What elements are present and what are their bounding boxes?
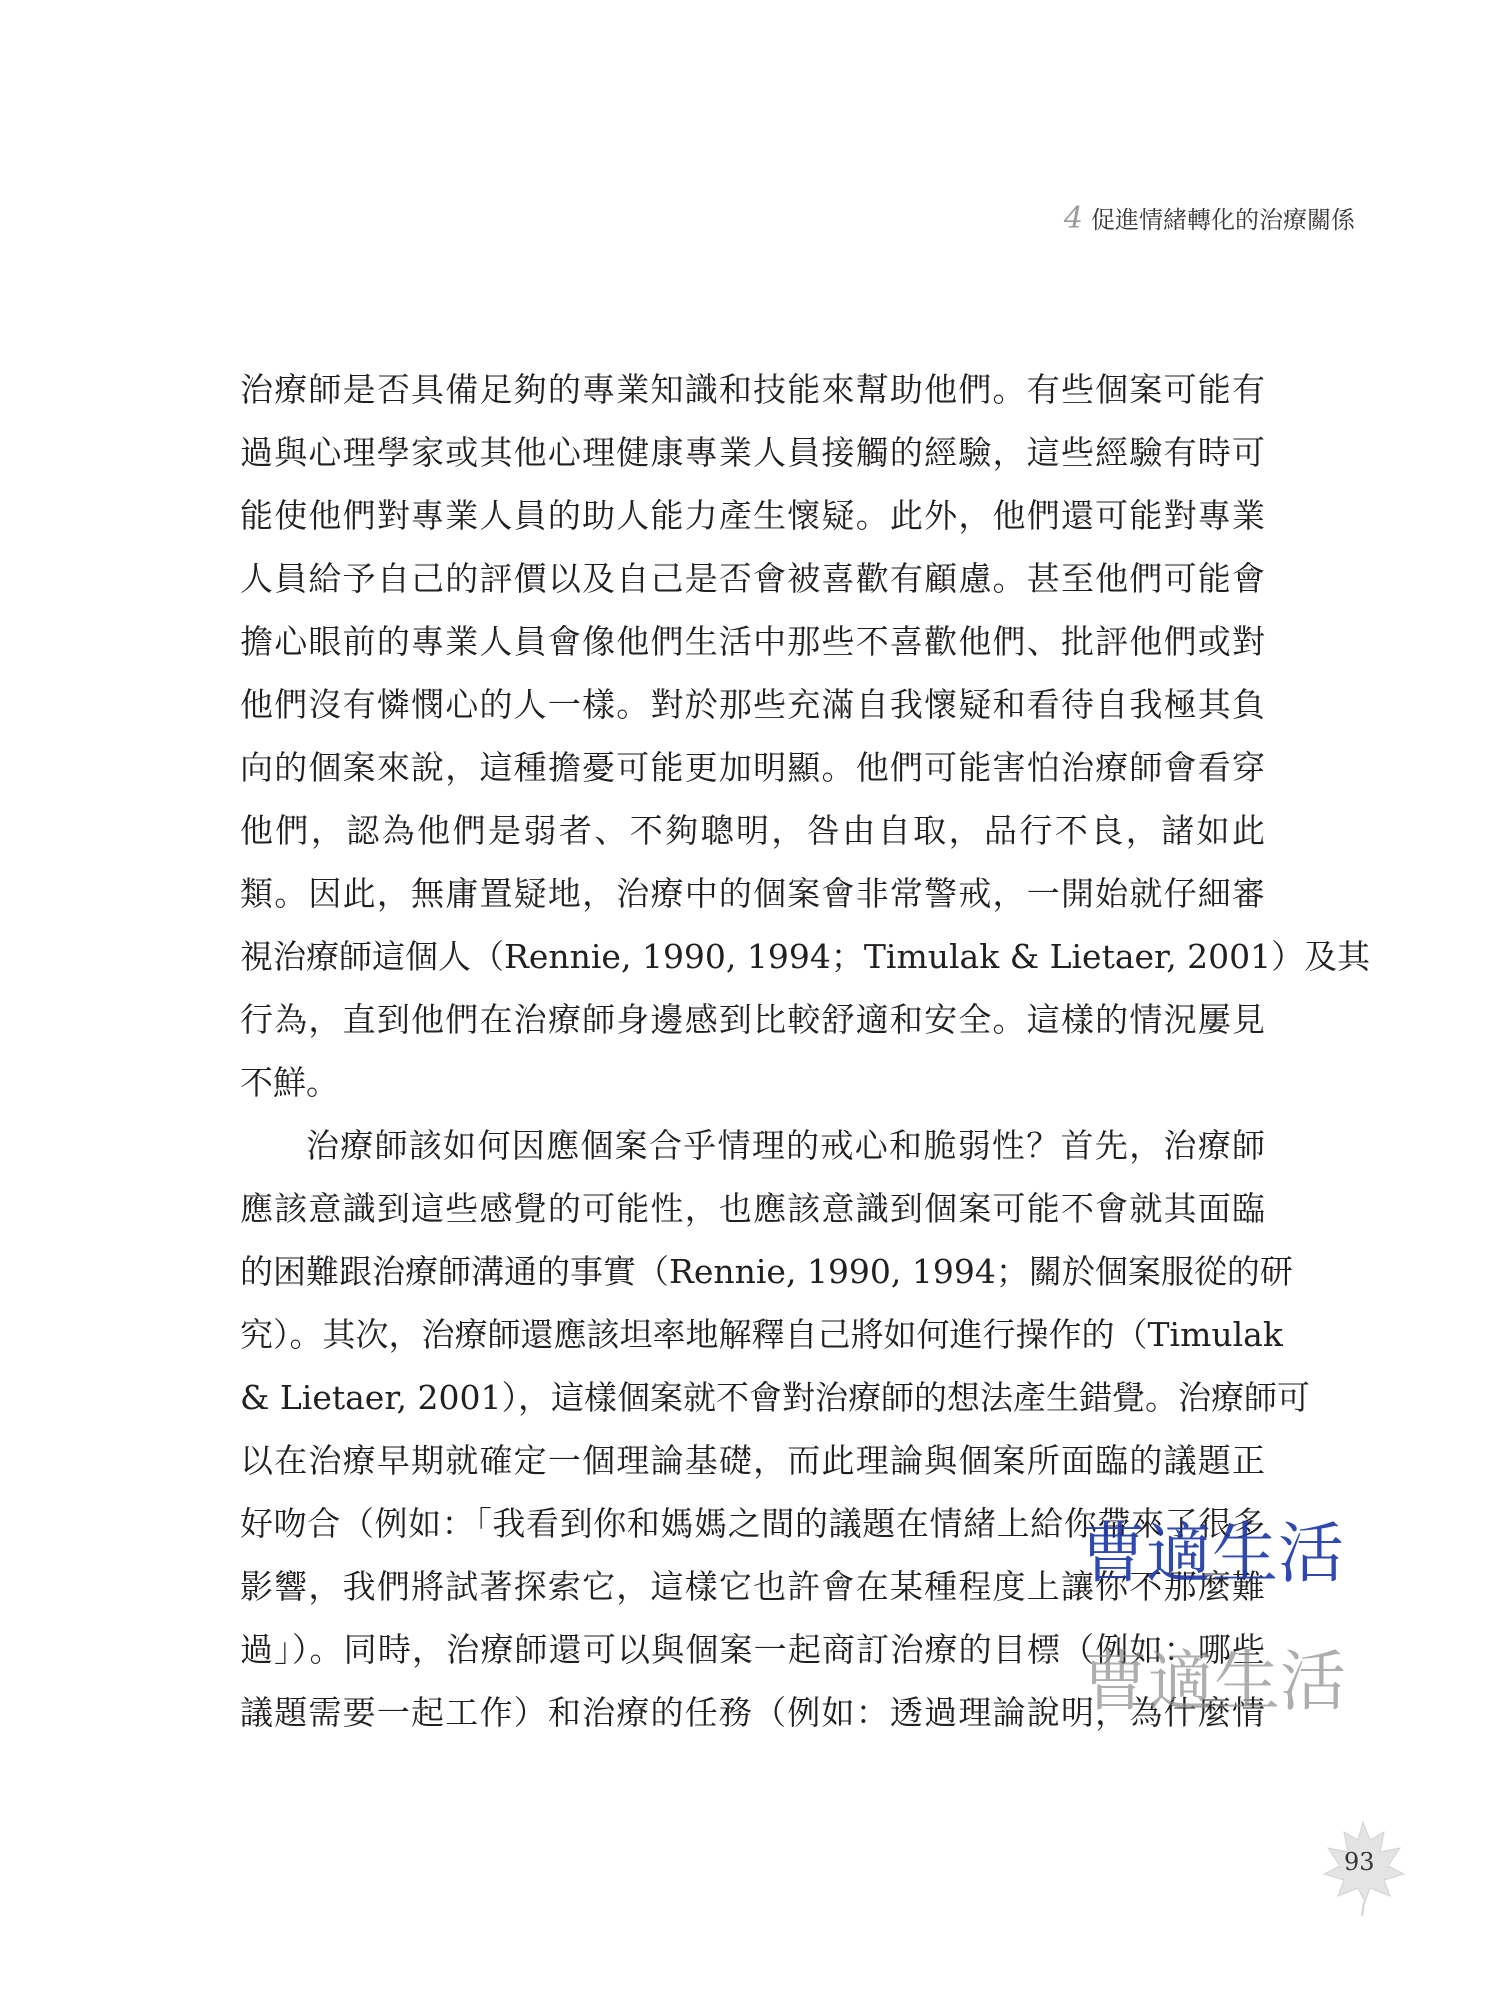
text-line: 向的個案來說，這種擔憂可能更加明顯。他們可能害怕治療師會看穿	[240, 748, 1265, 787]
chapter-title: 促進情緒轉化的治療關係	[1091, 206, 1355, 234]
text-line: 好吻合（例如：「我看到你和媽媽之間的議題在情緒上給你帶來了很多	[240, 1504, 1265, 1543]
watermark-primary: 曹適生活	[1080, 1515, 1344, 1592]
text-line: & Lietaer, 2001），這樣個案就不會對治療師的想法產生錯覺。治療師可	[240, 1378, 1310, 1417]
paragraph-2	[240, 1114, 1310, 1744]
text-line: 議題需要一起工作）和治療的任務（例如：透過理論說明，為什麼情	[240, 1693, 1265, 1732]
text-line: 影響，我們將試著探索它，這樣它也許會在某種程度上讓你不那麼難	[240, 1567, 1265, 1606]
text-line: 以在治療早期就確定一個理論基礎，而此理論與個案所面臨的議題正	[240, 1441, 1265, 1480]
text-line: 他們沒有憐憫心的人一樣。對於那些充滿自我懷疑和看待自我極其負	[240, 685, 1265, 724]
running-header	[1064, 200, 1355, 236]
body-text	[240, 358, 1371, 1744]
text-line: 應該意識到這些感覺的可能性，也應該意識到個案可能不會就其面臨	[240, 1189, 1265, 1228]
text-line: 過與心理學家或其他心理健康專業人員接觸的經驗，這些經驗有時可	[240, 433, 1265, 472]
text-line: 究）。其次，治療師還應該坦率地解釋自己將如何進行操作的（Timulak	[240, 1315, 1283, 1354]
text-line: 類。因此，無庸置疑地，治療中的個案會非常警戒，一開始就仔細審	[240, 874, 1265, 913]
text-line: 能使他們對專業人員的助人能力產生懷疑。此外，他們還可能對專業	[240, 496, 1265, 535]
chapter-number: 4	[1063, 201, 1083, 236]
text-line: 視治療師這個人（Rennie, 1990, 1994；Timulak & Lietaer, 2001）及其	[240, 937, 1371, 976]
text-line: 人員給予自己的評價以及自己是否會被喜歡有顧慮。甚至他們可能會	[240, 559, 1265, 598]
paragraph-1	[240, 358, 1371, 1114]
text-line: 治療師該如何因應個案合乎情理的戒心和脆弱性？首先，治療師	[306, 1126, 1265, 1165]
text-line: 過」）。同時，治療師還可以與個案一起商訂治療的目標（例如：哪些	[240, 1630, 1265, 1669]
text-line: 的困難跟治療師溝通的事實（Rennie, 1990, 1994；關於個案服從的研	[240, 1252, 1293, 1291]
text-line: 他們，認為他們是弱者、不夠聰明，咎由自取，品行不良，諸如此	[240, 811, 1265, 850]
text-line: 治療師是否具備足夠的專業知識和技能來幫助他們。有些個案可能有	[240, 370, 1265, 409]
page-number: 93	[1344, 1848, 1375, 1876]
text-line: 行為，直到他們在治療師身邊感到比較舒適和安全。這樣的情況屢見	[240, 1000, 1265, 1039]
text-line: 不鮮。	[240, 1063, 339, 1102]
text-line: 擔心眼前的專業人員會像他們生活中那些不喜歡他們、批評他們或對	[240, 622, 1265, 661]
watermark-secondary: 曹適生活	[1082, 1643, 1346, 1720]
